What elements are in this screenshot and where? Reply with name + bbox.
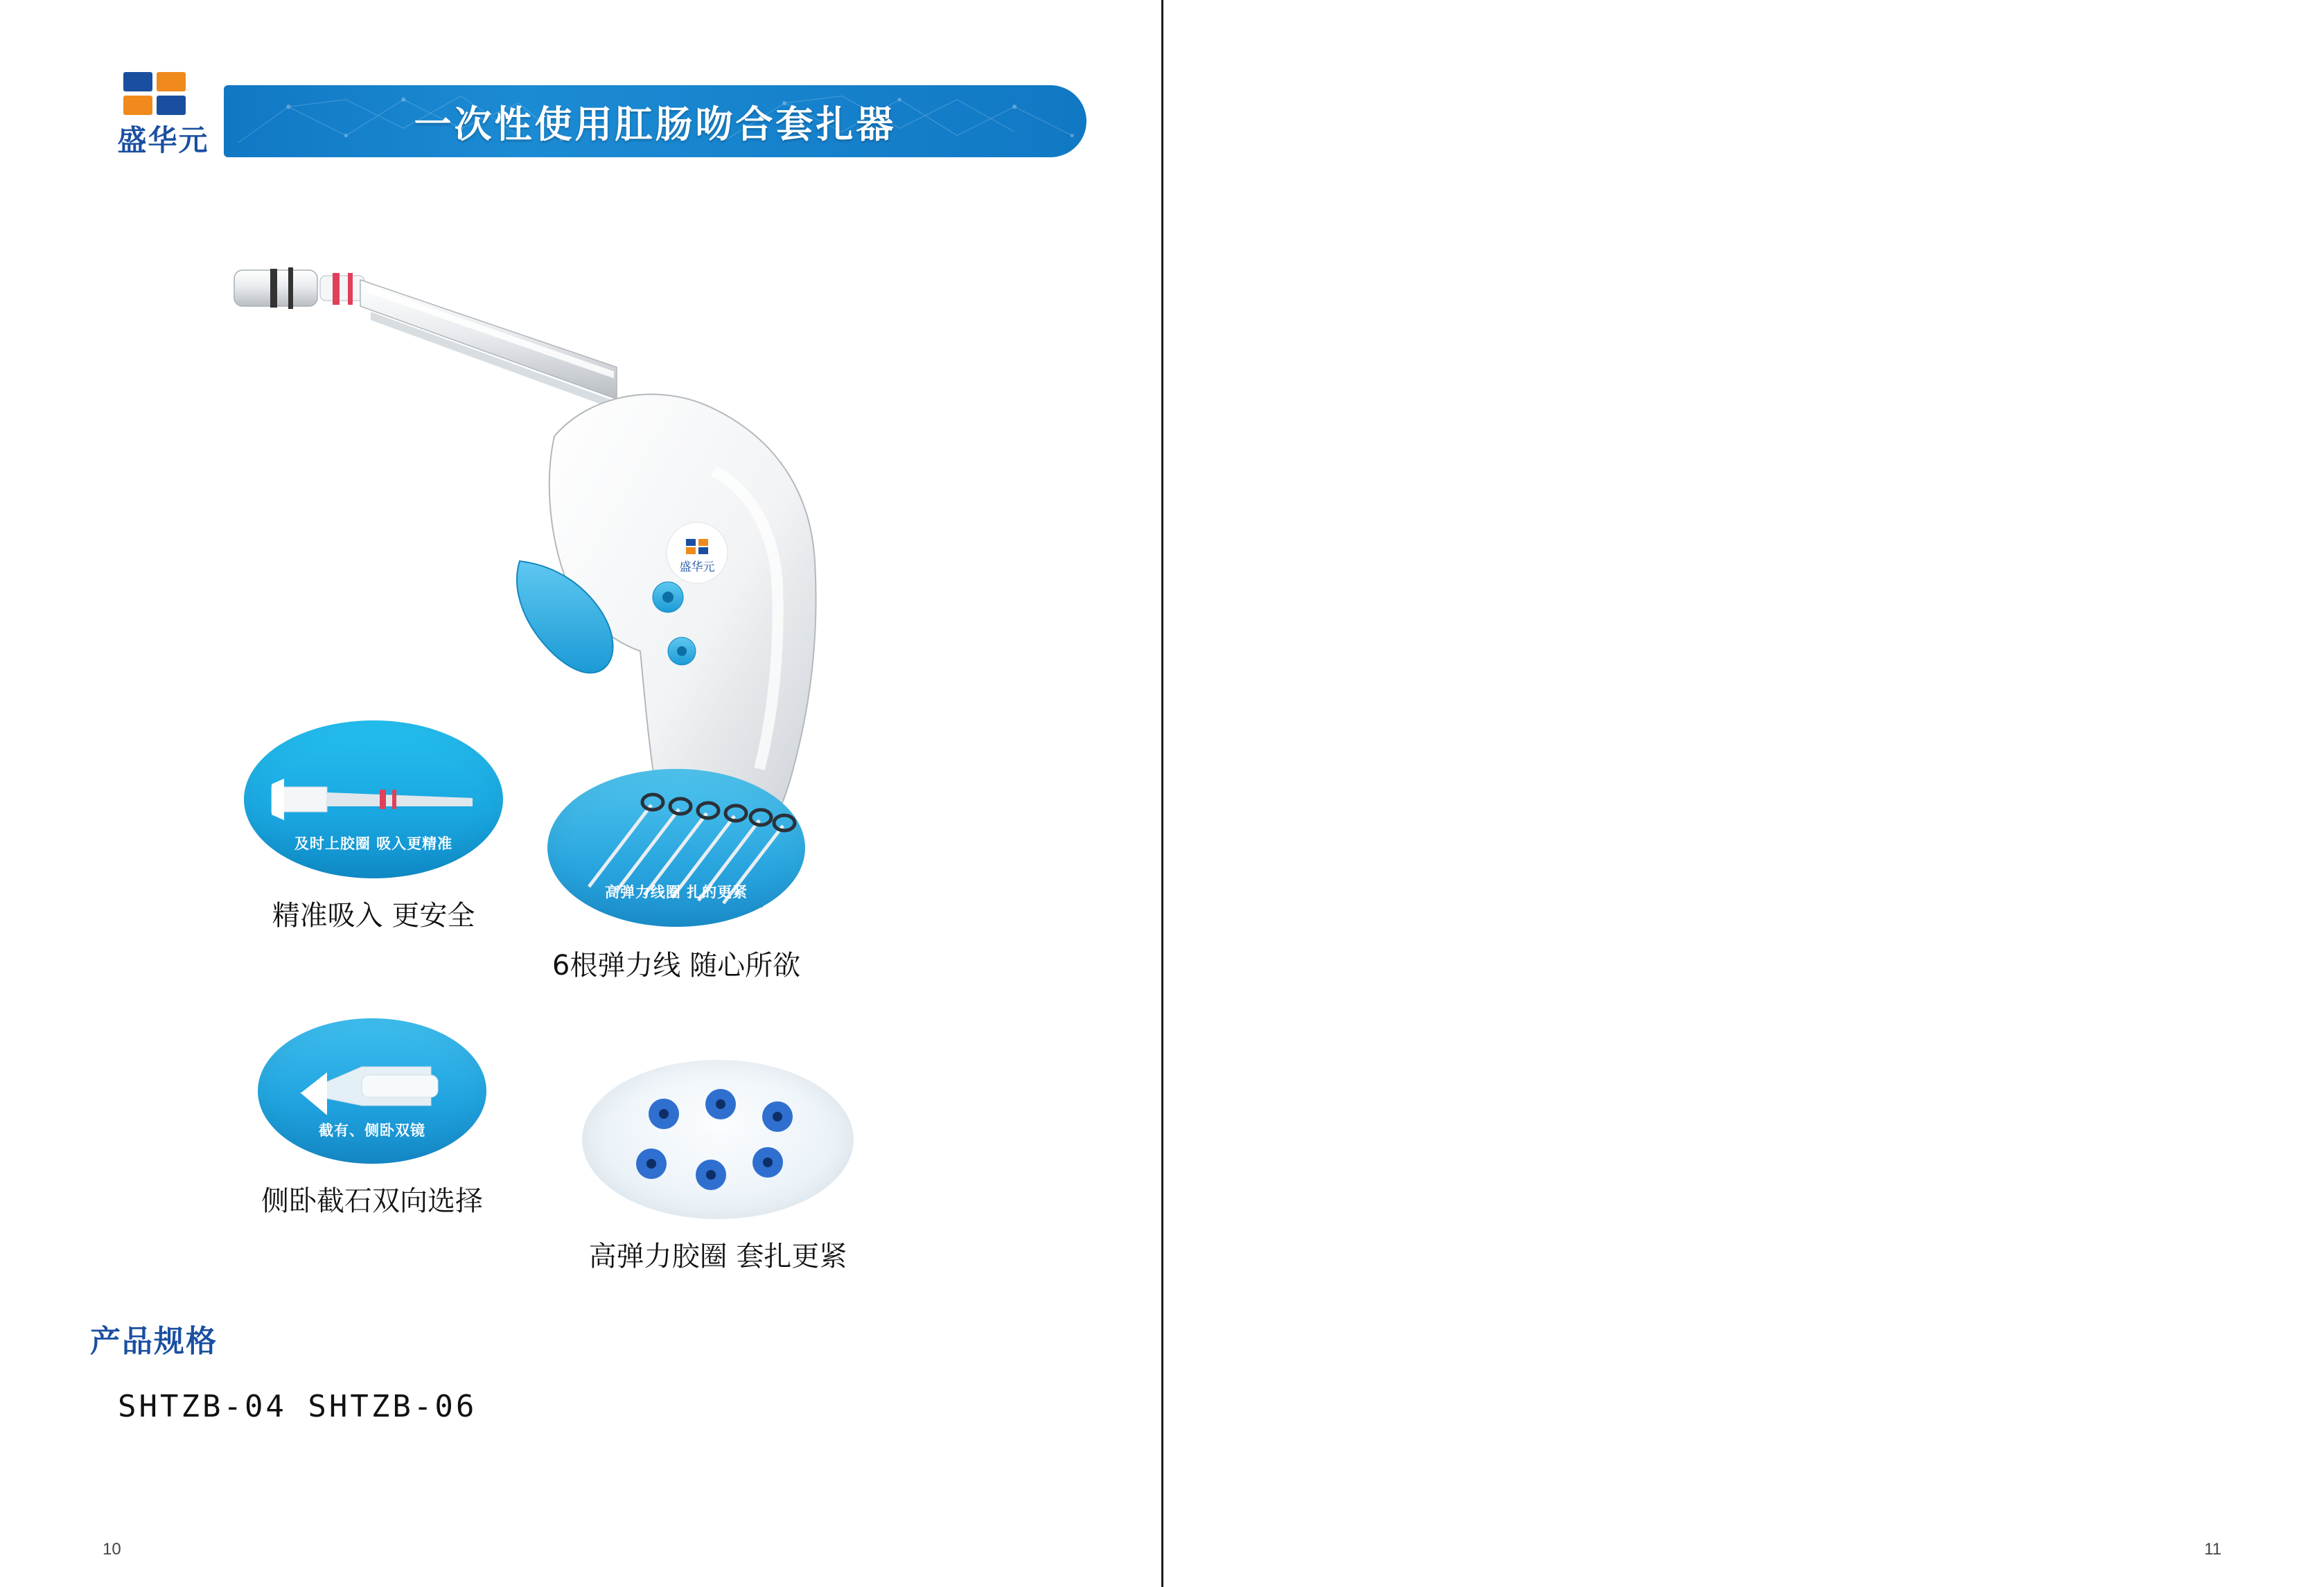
thumbnail-label-3: 侧卧截石双向选择 <box>261 1185 483 1217</box>
thumbnail-image-2 <box>547 769 805 927</box>
thumbnail-six-elastic-wires <box>547 769 805 982</box>
svg-text:盛华元: 盛华元 <box>679 560 715 574</box>
page-gutter-divider <box>1161 0 1163 1587</box>
thumbnail-caption-2: 高弹力线圈 扎的更紧 <box>604 883 748 901</box>
thumbnail-label-4: 高弹力胶圈 套扎更紧 <box>588 1241 847 1273</box>
thumbnail-image-4 <box>582 1060 854 1219</box>
thumbnail-precise-suction <box>244 720 503 932</box>
thumbnail-label-1: 精准吸入 更安全 <box>272 900 475 932</box>
four-square-logo-icon <box>123 72 190 115</box>
page-right <box>1162 0 2324 1587</box>
thumbnail-label-2: 6根弹力线 随心所欲 <box>552 950 801 982</box>
spec-title: 产品规格 <box>90 1324 218 1359</box>
header-title-bar <box>224 85 1086 157</box>
brand-logo <box>103 69 224 173</box>
thumbnail-caption-3: 截有、侧卧双镜 <box>319 1122 425 1140</box>
page-left-header <box>103 69 1086 173</box>
brand-name: 盛华元 <box>117 123 209 157</box>
thumbnail-image-3 <box>258 1018 486 1164</box>
thumbnail-image-1 <box>244 720 503 878</box>
page-number-right: 11 <box>2204 1540 2221 1559</box>
thumbnail-elastic-rings <box>582 1060 854 1273</box>
thumbnail-dual-direction <box>258 1018 486 1217</box>
page-title: 一次性使用肛肠吻合套扎器 <box>414 102 897 146</box>
page-number-left: 10 <box>103 1540 121 1559</box>
thumbnail-caption-1: 及时上胶圈 吸入更精准 <box>294 835 453 852</box>
spec-value: SHTZB-04 SHTZB-06 <box>118 1389 477 1424</box>
